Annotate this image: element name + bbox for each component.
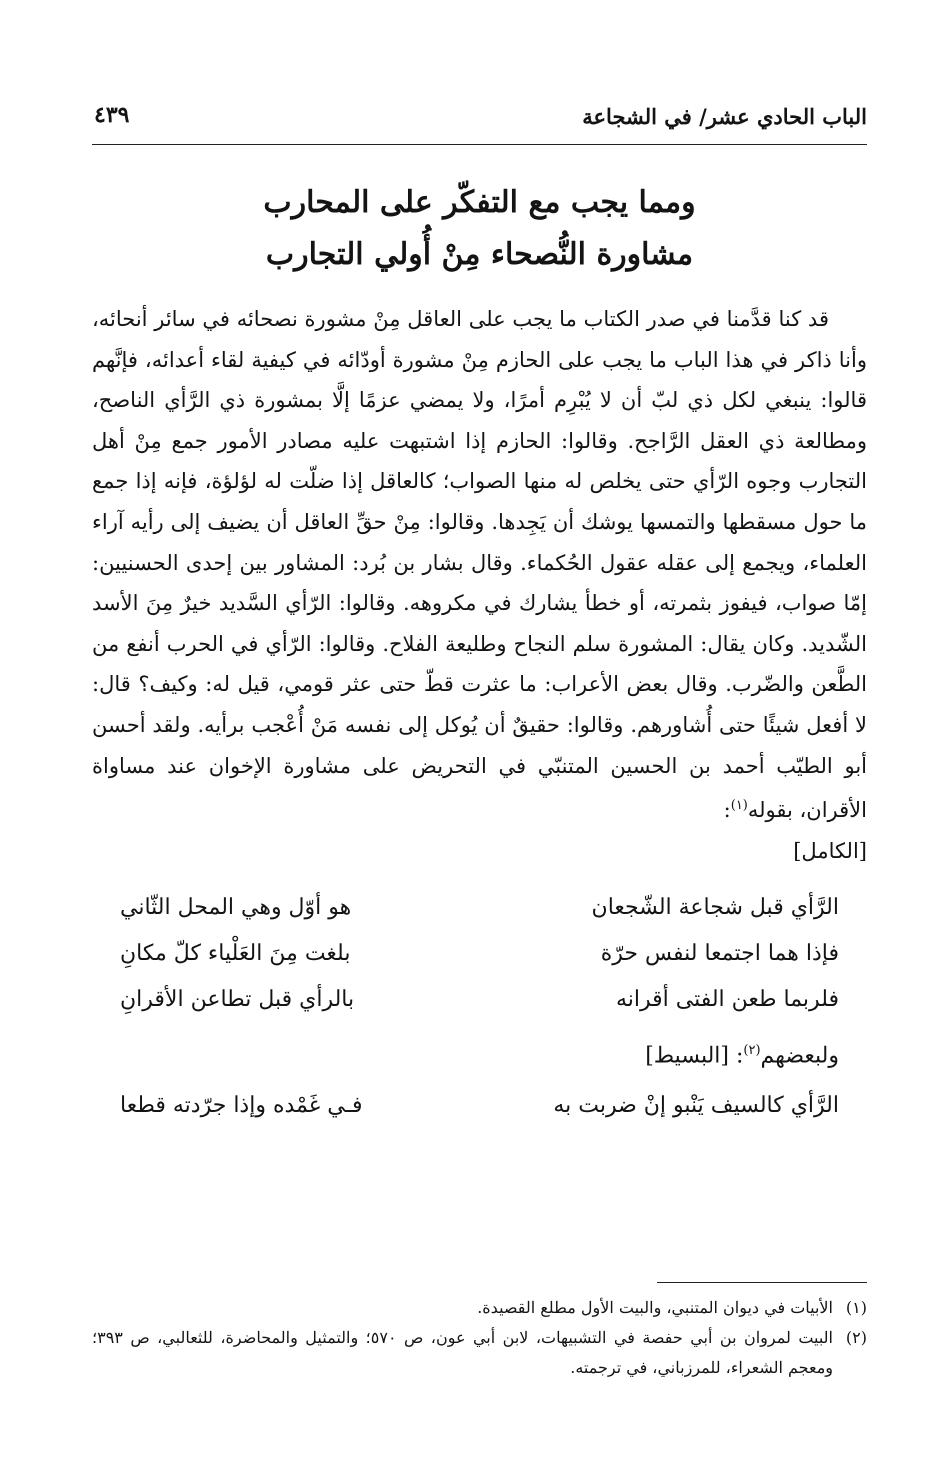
footnote-ref-1: (١): [730, 798, 748, 814]
verse-first-hemistich: الرَّأي كالسيف يَنْبو إنْ ضربت به: [553, 1093, 839, 1119]
book-page: [92, 100, 867, 1377]
verse: [92, 931, 867, 977]
footnote-number: (٢): [845, 1328, 867, 1347]
heading-line-1: ومما يجب مع التفكّر على المحارب: [263, 185, 696, 220]
verse-second-hemistich: بالرأي قبل تطاعن الأقرانِ: [120, 987, 355, 1013]
footnote-divider: [657, 1282, 867, 1283]
second-poem-intro: [92, 1023, 867, 1075]
body-text: قد كنا قدَّمنا في صدر الكتاب ما يجب على العاقل مِنْ مشورة نصحائه في سائر أنحائه، وأنا ذاكر في هذا الباب ما يجب على الحازم مِنْ مشورة أودّائه في كيفية لقاء أعدائه، فإنَّهم قالوا: ينبغي لكل ذي لبّ أن لا يُبْرِم أمرًا، ولا يمضي عزمًا إلَّا بمشورة ذي الرَّأي الناصح، ومطالعة ذي العقل الرَّاجح. وقالوا: الحازم إذا اشتبهت عليه مصادر الأمور جمع مِنْ أهل التجارب وجوه الرّأي حتى يخلص له منها الصواب؛ كالعاقل إذا ضلّت له لؤلؤة، فإنه إذا جمع ما حول مسقطها والتمسها يوشك أن يَجِدها. وقالوا: مِنْ حقِّ العاقل أن يضيف إلى رأيه آراء العلماء، ويجمع إلى عقله عقول الحُكماء. وقال بشار بن بُرد: المشاور بين إحدى الحسنيين: إمّا صواب، فيفوز بثمرته، أو خطأ يشارك في مكروهه. وقالوا: الرّأي السَّديد خيرٌ مِنَ الأسد الشّديد. وكان يقال: المشورة سلم النجاح وطليعة الفلاح. وقالوا: الرّأي في الحرب أنفع من الطَّعن والضّرب. وقال بعض الأعراب: ما عثرت قطّ حتى عثر قومي، قيل له: وكيف؟ قال: لا أفعل شيئًا حتى أُشاورهم. وقالوا: حقيقٌ أن يُوكل إلى نفسه مَنْ أُعْجب برأيه. ولقد أحسن أبو الطيّب أحمد بن الحسين المتنبّي في التحريض على مشاورة الإخوان عند مساواة الأقران، بقوله: [92, 307, 867, 823]
footnotes: [92, 1293, 867, 1383]
meter-label-kamil: [الكامل]: [793, 838, 867, 863]
body-colon: :: [723, 798, 731, 823]
verse-first-hemistich: الرَّأي قبل شجاعة الشّجعان: [591, 895, 839, 921]
verse: [92, 977, 867, 1023]
verse-second-hemistich: بلغت مِنَ العَلْياء كلّ مكانِ: [120, 941, 351, 967]
intro-text: ولبعضهم: [760, 1043, 839, 1069]
body-paragraph: [92, 299, 867, 871]
heading-line-2: مشاورة النُّصحاء مِنْ أُولي التجارب: [265, 237, 694, 272]
verse-second-hemistich: فـي غَمْده وإذا جرّدته قطعا: [120, 1093, 363, 1119]
footnote: [92, 1293, 867, 1323]
verse: [92, 885, 867, 931]
poem-kamil: [92, 885, 867, 1023]
verse-second-hemistich: هو أوّل وهي المحل الثّاني: [120, 895, 352, 921]
verse-first-hemistich: فلربما طعن الفتى أقرانه: [615, 987, 839, 1013]
poem-basit: [92, 1083, 867, 1129]
footnote-text: البيت لمروان بن أبي حفصة في التشبيهات، لابن أبي عون، ص ٥٧٠؛ والتمثيل والمحاضرة، للثعالبي، ص ٣٩٣؛ ومعجم الشعراء، للمرزباني، في ترجمته.: [92, 1328, 834, 1377]
footnote: [92, 1323, 867, 1383]
verse: [92, 1083, 867, 1129]
footnote-text: الأبيات في ديوان المتنبي، والبيت الأول مطلع القصيدة.: [477, 1298, 833, 1317]
running-header: [92, 100, 867, 145]
section-heading: [92, 177, 867, 281]
footnote-number: (١): [845, 1298, 867, 1317]
verse-first-hemistich: فإذا هما اجتمعا لنفس حرّة: [600, 941, 839, 967]
page-number: ٤٣٩: [94, 102, 130, 128]
chapter-title: الباب الحادي عشر/ في الشجاعة: [582, 104, 867, 129]
meter-label-basit: : [البسيط]: [645, 1043, 744, 1069]
footnote-ref-2: (٢): [743, 1043, 761, 1059]
